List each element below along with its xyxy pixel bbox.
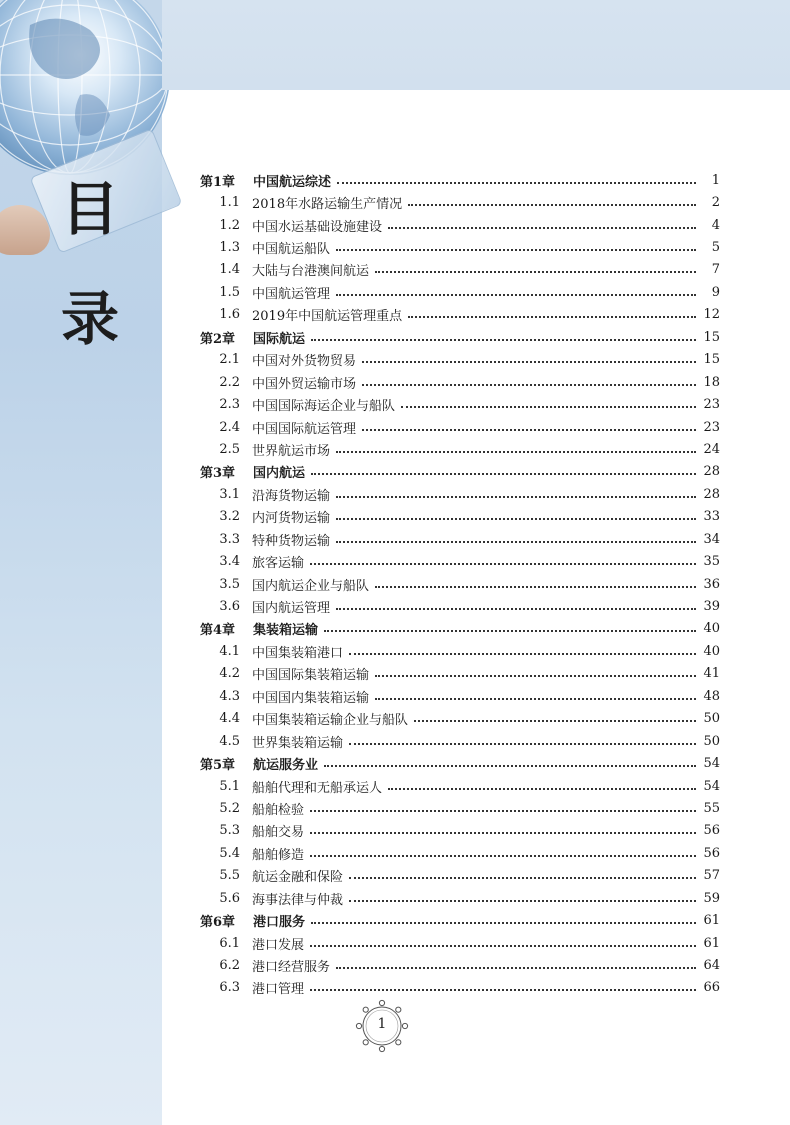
toc-section-row [200,708,720,730]
toc-title: 中国国内集装箱运输 [252,690,370,706]
toc-number: 1.1 [219,195,240,211]
toc-number: 3.4 [219,554,240,570]
dot-leader [375,697,696,700]
toc-title: 船舶修造 [252,847,305,863]
toc-page-number: 35 [703,554,720,570]
toc-title: 中国航运综述 [253,174,332,190]
dot-leader [336,517,696,520]
toc-title: 港口发展 [252,937,305,953]
toc-section-row [200,191,720,213]
toc-page-number: 48 [703,688,720,704]
toc-section-row [200,236,720,258]
toc-title: 集装箱运输 [253,623,319,639]
toc-title: 港口经营服务 [252,960,331,976]
toc-number: 3.5 [219,576,240,592]
toc-title: 沿海货物运输 [252,488,331,504]
toc-page-number: 24 [703,441,720,457]
toc-page-number: 34 [703,531,720,547]
toc-number: 2.2 [219,374,240,390]
toc-title: 中国对外货物贸易 [252,354,357,370]
toc-number: 1.6 [219,307,240,323]
toc-section-row [200,730,720,752]
toc-page-number: 18 [703,374,720,390]
dot-leader [375,674,696,677]
toc-section-row [200,528,720,550]
toc-page-number: 28 [703,464,720,480]
toc-title: 船舶检验 [252,802,305,818]
dot-leader [349,899,696,902]
toc-title: 世界航运市场 [252,443,331,459]
dot-leader [336,248,696,251]
dot-leader [336,966,696,969]
toc-page-number: 54 [703,778,720,794]
toc-title: 内河货物运输 [252,511,331,527]
toc-section-row [200,685,720,707]
dot-leader [337,181,696,184]
toc-page-number: 15 [703,352,720,368]
toc-title: 中国国际航运管理 [252,421,357,437]
toc-chapter-row [200,326,720,348]
dot-leader [362,360,696,363]
toc-number: 第4章 [200,623,236,639]
toc-section-row [200,820,720,842]
toc-title: 中国国际集装箱运输 [252,668,370,684]
toc-section-row [200,932,720,954]
toc-number: 4.4 [219,711,240,727]
dot-leader [408,315,696,318]
toc-section-row [200,797,720,819]
dot-leader [336,540,696,543]
toc-section-row [200,640,720,662]
page-number: 1 [377,1016,387,1032]
toc-page-number: 7 [711,262,720,278]
toc-page-number: 40 [703,621,720,637]
toc-number: 1.5 [219,284,240,300]
toc-page-number: 36 [703,576,720,592]
toc-page-number: 64 [703,958,720,974]
toc-title: 世界集装箱运输 [252,735,344,751]
toc-page-number: 4 [711,217,720,233]
toc-section-row [200,573,720,595]
toc-page-number: 41 [703,666,720,682]
toc-number: 第2章 [200,331,236,347]
toc-title: 航运服务业 [253,758,319,774]
toc-title: 特种货物运输 [252,533,331,549]
dot-leader [388,226,696,229]
toc-chapter-row [200,461,720,483]
toc-page-number: 56 [703,823,720,839]
dot-leader [310,831,696,834]
toc-number: 3.1 [219,486,240,502]
dot-leader [310,562,696,565]
hand-image [0,205,50,255]
toc-section-row [200,304,720,326]
dot-leader [362,383,696,386]
toc-number: 2.3 [219,397,240,413]
sidebar-decoration [0,0,162,1125]
toc-page-number: 28 [703,486,720,502]
toc-title: 国内航运企业与船队 [252,578,370,594]
dot-leader [414,719,696,722]
toc-page-number: 50 [703,711,720,727]
dot-leader [311,338,696,341]
toc-section-row [200,281,720,303]
dot-leader [349,876,696,879]
dot-leader [310,809,696,812]
toc-number: 6.1 [219,935,240,951]
title-char-mu: 目 [60,175,119,243]
toc-page-number: 39 [703,599,720,615]
dot-leader [408,203,696,206]
title-char-lu: 录 [60,285,119,353]
toc-number: 4.5 [219,733,240,749]
toc-number: 第5章 [200,758,236,774]
toc-page-number: 33 [703,509,720,525]
toc-page-number: 12 [703,307,720,323]
toc-number: 4.2 [219,666,240,682]
toc-section-row [200,483,720,505]
toc-title: 国内航运管理 [252,601,331,617]
toc-title: 中国水运基础设施建设 [252,219,383,235]
toc-page-number: 23 [703,419,720,435]
toc-section-row [200,371,720,393]
toc-page-number: 15 [703,329,720,345]
toc-section-row [200,349,720,371]
dot-leader [336,293,696,296]
toc-section-row [200,550,720,572]
toc-section-row [200,506,720,528]
toc-number: 5.4 [219,845,240,861]
dot-leader [336,450,696,453]
dot-leader [310,944,696,947]
toc-title: 航运金融和保险 [252,870,344,886]
toc-number: 5.3 [219,823,240,839]
toc-number: 第3章 [200,466,236,482]
toc-page-number: 59 [703,890,720,906]
toc-page-number: 9 [711,284,720,300]
toc-section-row [200,259,720,281]
toc-page-number: 2 [711,195,720,211]
toc-section-row [200,595,720,617]
toc-chapter-row [200,169,720,191]
toc-title: 国内航运 [253,466,306,482]
toc-number: 3.6 [219,599,240,615]
toc-title: 中国航运船队 [252,242,331,258]
dot-leader [349,742,696,745]
toc-page-number: 61 [703,935,720,951]
toc-title: 船舶代理和无船承运人 [252,780,383,796]
dot-leader [336,495,696,498]
dot-leader [324,764,696,767]
toc-number: 3.2 [219,509,240,525]
toc-number: 5.5 [219,868,240,884]
toc-title: 港口管理 [252,982,305,998]
toc-title: 中国外贸运输市场 [252,376,357,392]
toc-number: 4.3 [219,688,240,704]
toc-chapter-row [200,909,720,931]
toc-number: 第6章 [200,915,236,931]
dot-leader [310,988,696,991]
toc-title: 中国集装箱运输企业与船队 [252,713,409,729]
toc-section-row [200,393,720,415]
toc-title: 2018年水路运输生产情况 [252,197,403,213]
toc-title: 海事法律与仲裁 [252,892,344,908]
toc-section-row [200,977,720,999]
dot-leader [388,787,696,790]
toc-page-number: 5 [711,240,720,256]
toc-number: 1.4 [219,262,240,278]
dot-leader [324,629,696,632]
dot-leader [375,585,696,588]
toc-title: 中国国际海运企业与船队 [252,399,396,415]
toc-section-row [200,663,720,685]
toc-number: 1.2 [219,217,240,233]
toc-number: 2.1 [219,352,240,368]
toc-number: 5.6 [219,890,240,906]
dot-leader [401,405,696,408]
dot-leader [336,607,696,610]
toc-section-row [200,438,720,460]
table-of-contents [200,169,720,999]
toc-number: 6.3 [219,980,240,996]
toc-page-number: 54 [703,756,720,772]
dot-leader [310,854,696,857]
dot-leader [311,921,696,924]
toc-title: 大陆与台港澳间航运 [252,264,370,280]
dot-leader [311,472,696,475]
toc-number: 2.5 [219,441,240,457]
toc-number: 5.2 [219,800,240,816]
toc-title: 港口服务 [253,915,306,931]
toc-number: 2.4 [219,419,240,435]
page-number-medallion [354,998,410,1054]
dot-leader [362,428,696,431]
dot-leader [375,270,696,273]
toc-title: 中国航运管理 [252,286,331,302]
header-band [162,0,790,90]
toc-chapter-row [200,752,720,774]
toc-number: 3.3 [219,531,240,547]
toc-number: 4.1 [219,643,240,659]
toc-section-row [200,775,720,797]
toc-section-row [200,954,720,976]
toc-page-number: 40 [703,643,720,659]
toc-title: 国际航运 [253,331,306,347]
dot-leader [349,652,696,655]
toc-section-row [200,865,720,887]
toc-title: 船舶交易 [252,825,305,841]
toc-page-number: 61 [703,913,720,929]
toc-section-row [200,416,720,438]
toc-page-number: 1 [711,172,720,188]
toc-page-number: 50 [703,733,720,749]
toc-page-number: 66 [703,980,720,996]
toc-number: 第1章 [200,174,236,190]
toc-section-row [200,214,720,236]
toc-title: 中国集装箱港口 [252,645,344,661]
toc-page-number: 55 [703,800,720,816]
toc-section-row [200,887,720,909]
toc-page-number: 56 [703,845,720,861]
toc-page-number: 23 [703,397,720,413]
toc-number: 1.3 [219,240,240,256]
toc-number: 6.2 [219,958,240,974]
toc-title: 旅客运输 [252,556,305,572]
toc-title: 2019年中国航运管理重点 [252,309,403,325]
toc-section-row [200,842,720,864]
toc-chapter-row [200,618,720,640]
toc-number: 5.1 [219,778,240,794]
toc-page-number: 57 [703,868,720,884]
